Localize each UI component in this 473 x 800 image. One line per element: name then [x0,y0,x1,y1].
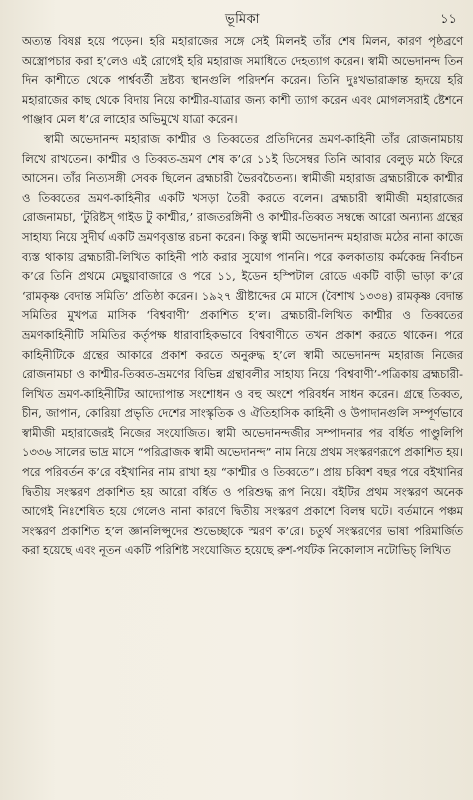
paragraph-continuation: অত্যন্ত বিষণ্ণ হয়ে পড়েন। হরি মহারাজের সঙ্গে সেই মিলনই তাঁর শেষ মিলন, কারণ পৃষ্ঠব্রণে অস্ত্রোপচার করা হ’লেও এই রোগেই হরি মহারাজ সমাধিতে দেহত্যাগ করেন। স্বামী অভেদানন্দ তিন দিন কাশীতে থেকে পার্শ্ববর্তী দ্রষ্টব্য স্থানগুলি পরিদর্শন করেন। তিনি দুঃখভারাক্রান্ত হৃদয়ে হরি মহারাজের কাছ থেকে বিদায় নিয়ে কাশ্মীর-যাত্রার জন্য কাশী ত্যাগ করেন এবং মোগলসরাই ষ্টেশনে পাঞ্জাব মেল ধ’রে লাহোর অভিমুখে যাত্রা করেন। [22,34,463,127]
paragraph: স্বামী অভেদানন্দ মহারাজ কাশ্মীর ও তিব্বতের প্রতিদিনের ভ্রমণ-কাহিনী তাঁর রোজনামচায় লিখে রাখতেন। কাশ্মীর ও তিব্বত-ভ্রমণ শেষ ক’রে ১১ই ডিসেম্বর তিনি আবার বেলুড় মঠে ফিরে আসেন। তাঁর নিত্যসঙ্গী সেবক ছিলেন ব্রহ্মচারী ভৈরবচৈতন্য। স্বামীজী মহারাজ ব্রহ্মচারীকে কাশ্মীর ও তিব্বতের ভ্রমণ-কাহিনীর একটি খসড়া তৈরী করতে বলেন। ব্রহ্মচারী স্বামীজী মহারাজের রোজনামচা, ‘টুরিষ্টস্ গাইড টু কাশ্মীর,’ রাজতরঙ্গিনী ও কাশ্মীর-তিব্বত সম্বন্ধে আরো অন্যান্য গ্রন্থের সাহায্য নিয়ে সুদীর্ঘ একটি ভ্রমণবৃত্তান্ত রচনা করেন। কিন্তু স্বামী অভেদানন্দ মহারাজ মঠের নানা কাজে ব্যস্ত থাকায় ব্রহ্মচারী-লিখিত কাহিনী পাঠ করার সুযোগ পাননি। পরে কলকাতায় কর্মকেন্দ্র নির্বাচন ক’রে তিনি প্রথমে মেছুয়াবাজারে ও পরে ১১, ইডেন হস্পিটাল রোডে একটি বাড়ী ভাড়া ক’রে ‘রামকৃষ্ণ বেদান্ত সমিতি’ প্রতিষ্ঠা করেন। ১৯২৭ খ্রীষ্টাব্দের মে মাসে (বৈশাখ ১৩৩৪) রামকৃষ্ণ বেদান্ত সমিতির মুখপত্র মাসিক ‘বিশ্ববাণী’ প্রকাশিত হ’ল। ব্রহ্মচারী-লিখিত কাশ্মীর ও তিব্বতের ভ্রমণকাহিনীটি সমিতির কর্তৃপক্ষ ধারাবাহিকভাবে বিশ্ববাণীতে তখন প্রকাশ করতে থাকেন। পরে কাহিনীটিকে গ্রন্থের আকারে প্রকাশ করতে অনুরুদ্ধ হ’লে স্বামী অভেদানন্দ মহারাজ নিজের রোজনামচা ও কাশ্মীর-তিব্বত-ভ্রমণের বিভিন্ন গ্রন্থাবলীর সাহায্য নিয়ে ‘বিশ্ববাণী’-পত্রিকায় ব্রহ্মচারী-লিখিত ভ্রমণ-কাহিনীটির আদ্যোপান্ত সংশোধন ও বহু অংশে পরিবর্ধন সাধন করেন। গ্রন্থে তিব্বত, চীন, জাপান, কোরিয়া প্রভৃতি দেশের সাংস্কৃতিক ও ঐতিহাসিক কাহিনী ও উপাদানগুলি সম্পূর্ণভাবে স্বামীজী মহারাজেরই নিজের সংযোজিত। স্বামী অভেদানন্দজীর সম্পাদনার পর বর্ধিত পাণ্ডুলিপি ১৩৩৬ সালের ভাদ্র মাসে “পরিব্রাজক স্বামী অভেদানন্দ” নাম নিয়ে প্রথম সংস্করণরূপে প্রকাশিত হয়। পরে পরিবর্তন ক’রে বইখানির নাম রাখা হয় “কাশ্মীর ও তিব্বতে”। প্রায় চব্বিশ বছর পরে বইখানির দ্বিতীয় সংস্করণ প্রকাশিত হয় আরো বর্ধিত ও পরিশুদ্ধ রূপ নিয়ে। বইটির প্রথম সংস্করণ অনেক আগেই নিঃশেষিত হয়ে গেলেও নানা কারণে দ্বিতীয় সংস্করণ প্রকাশে বিলম্ব ঘটে। বর্তমানে পঞ্চম সংস্করণ প্রকাশিত হ’ল জ্ঞানলিপ্সুদের শুভেচ্ছাকে স্মরণ ক’রে। চতুর্থ সংস্করণের ভাষা পরিমার্জিত করা হয়েছে এবং নূতন একটি পরিশিষ্ট সংযোজিত হয়েছে রুশ-পর্যটক নিকোলাস নটোভিচ্ লিখিত [22,131,463,558]
page-number: ১১ [440,12,457,27]
running-title: ভূমিকা [225,12,260,27]
page-header [22,8,463,32]
body-text [22,32,463,561]
